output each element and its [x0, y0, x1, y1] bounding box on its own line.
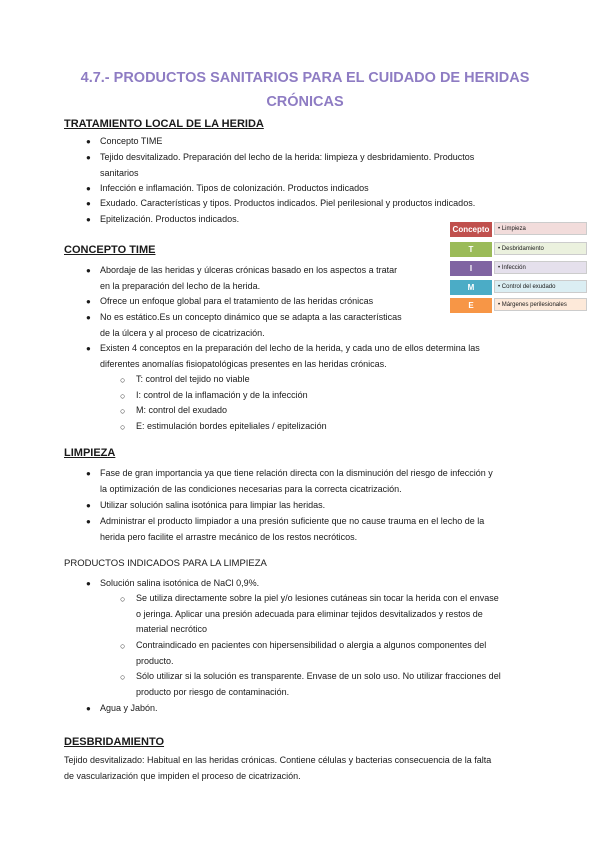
list-item: Tejido desvitalizado. Preparación del lecho de la herida: limpieza y desbridamiento. Productos sanitarios	[100, 152, 475, 178]
circle-bullet-icon: ○	[120, 672, 126, 682]
bullet-icon: ●	[86, 517, 91, 526]
list-item: Concepto TIME	[100, 136, 163, 146]
bullet-icon: ●	[86, 501, 91, 510]
list-subitem: M: control del exudado	[136, 405, 228, 415]
time-key: M	[450, 280, 492, 295]
heading-tratamiento: TRATAMIENTO LOCAL DE LA HERIDA	[64, 118, 264, 130]
bullet-icon: ●	[86, 469, 91, 478]
page-title	[40, 66, 570, 114]
time-row	[450, 242, 587, 257]
list-item: Epitelización. Productos indicados.	[100, 214, 240, 224]
list-item: Fase de gran importancia ya que tiene relación directa con la disminución del riesgo de infección y la optimización de las condiciones necesarias para la correcta cicatrización.	[100, 468, 493, 494]
circle-bullet-icon: ○	[120, 641, 126, 651]
time-value: • Limpieza	[494, 222, 587, 235]
time-row	[450, 298, 587, 313]
time-value: • Desbridamiento	[494, 242, 587, 255]
title-line-2: CRÓNICAS	[266, 94, 344, 110]
bullet-icon: ●	[86, 266, 91, 275]
list-item: No es estático.Es un concepto dinámico que se adapta a las características de la úlcera y al proceso de cicatrización.	[100, 312, 402, 338]
time-value: • Márgenes perilesionales	[494, 298, 587, 311]
list-item: Infección e inflamación. Tipos de colonización. Productos indicados	[100, 183, 369, 193]
bullet-icon: ●	[86, 704, 91, 713]
time-key: I	[450, 261, 492, 276]
circle-bullet-icon: ○	[120, 594, 126, 604]
list-subitem: Se utiliza directamente sobre la piel y/o lesiones cutáneas sin tocar la herida con el envase o jeringa. Aplicar una presión adecuada para eliminar tejidos desvitalizados y restos de material necrótico	[136, 593, 499, 634]
paragraph: Tejido desvitalizado: Habitual en las heridas crónicas. Contiene células y bacterias consecuencia de la falta de vascularización que impiden el proceso de cicatrización.	[64, 755, 492, 781]
time-value: • Control del exudado	[494, 280, 587, 293]
time-row	[450, 222, 587, 237]
time-key: E	[450, 298, 492, 313]
list-subitem: E: estimulación bordes epiteliales / epitelización	[136, 421, 327, 431]
bullet-icon: ●	[86, 153, 91, 162]
time-value: • Infección	[494, 261, 587, 274]
list-item: Solución salina isotónica de NaCl 0,9%.	[100, 578, 260, 588]
circle-bullet-icon: ○	[120, 375, 126, 385]
list-item: Existen 4 conceptos en la preparación del lecho de la herida, y cada uno de ellos determina las diferentes anomalías fisiopatológicas presentes en las heridas crónicas.	[100, 343, 480, 369]
bullet-icon: ●	[86, 184, 91, 193]
list-item: Agua y Jabón.	[100, 703, 158, 713]
circle-bullet-icon: ○	[120, 422, 126, 432]
bullet-icon: ●	[86, 137, 91, 146]
bullet-icon: ●	[86, 313, 91, 322]
bullet-icon: ●	[86, 344, 91, 353]
heading-productos-limpieza: PRODUCTOS INDICADOS PARA LA LIMPIEZA	[64, 558, 267, 569]
list-item: Ofrece un enfoque global para el tratamiento de las heridas crónicas	[100, 296, 374, 306]
time-row	[450, 261, 587, 276]
heading-limpieza: LIMPIEZA	[64, 447, 116, 459]
heading-desbridamiento: DESBRIDAMIENTO	[64, 736, 165, 748]
heading-concepto-time: CONCEPTO TIME	[64, 244, 156, 256]
list-subitem: Contraindicado en pacientes con hipersensibilidad o alergia a algunos componentes del producto.	[136, 640, 487, 666]
time-key: T	[450, 242, 492, 257]
circle-bullet-icon: ○	[120, 406, 126, 416]
bullet-icon: ●	[86, 199, 91, 208]
bullet-icon: ●	[86, 579, 91, 588]
list-item: Exudado. Características y tipos. Productos indicados. Piel perilesional y productos indicados.	[100, 198, 476, 208]
time-key: Concepto	[450, 222, 492, 237]
title-line-1: 4.7.- PRODUCTOS SANITARIOS PARA EL CUIDADO DE HERIDAS	[80, 70, 530, 86]
list-subitem: T: control del tejido no viable	[136, 374, 250, 384]
circle-bullet-icon: ○	[120, 391, 126, 401]
time-row	[450, 280, 587, 295]
list-subitem: I: control de la inflamación y de la infección	[136, 390, 308, 400]
list-item: Utilizar solución salina isotónica para limpiar las heridas.	[100, 500, 326, 510]
list-item: Administrar el producto limpiador a una presión suficiente que no cause trauma en el lecho de la herida pero facilite el arrastre mecánico de los restos necróticos.	[100, 516, 485, 542]
bullet-icon: ●	[86, 297, 91, 306]
list-subitem: Sólo utilizar si la solución es transparente. Envase de un solo uso. No utilizar fracciones del producto por riesgo de contaminación.	[136, 671, 501, 697]
bullet-icon: ●	[86, 215, 91, 224]
list-item: Abordaje de las heridas y úlceras crónicas basado en los aspectos a tratar en la preparación del lecho de la herida.	[100, 265, 398, 291]
